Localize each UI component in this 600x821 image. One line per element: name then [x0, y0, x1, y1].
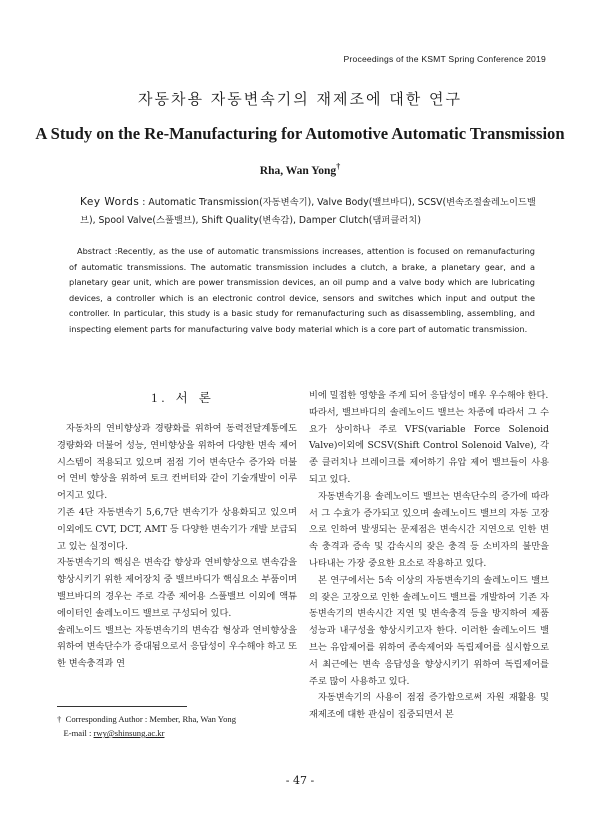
paragraph: 자동변속기용 솔레노이드 밸브는 변속단수의 증가에 따라서 그 수효가 증가되고 있으며 솔레노이드 밸브의 자동 고장으로 인하여 발생되는 문제점은 변속시간 지연으로 인한 변속 충격과 증속 및 감속시의 잦은 충격 등 소비자의 불만을 나타내는 가장 중요한 요소로 작용하고 있다. [309, 490, 549, 569]
korean-title: 자동차용 자동변속기의 재제조에 대한 연구 [138, 90, 462, 108]
keywords-block [80, 193, 536, 230]
email-link[interactable]: rwy@shinsung.ac.kr [93, 728, 165, 738]
footnote-author-line [57, 712, 297, 726]
paragraph: 솔레노이드 밸브는 자동변속기의 변속감 형상과 연비향상을 위하여 변속단수가 증대됨으로서 응답성이 우수해야 하고 또한 변속충격과 연 [57, 624, 297, 670]
body-column-right [309, 388, 549, 724]
keywords-label: Key Words [80, 196, 140, 208]
paragraph: 본 연구에서는 5속 이상의 자동변속기의 솔레노이드 밸브의 잦은 고장으로 인한 솔레노이드 밸브를 개발하여 기존 자동변속기의 변속시간 지연 및 변속충격 등을 방지하여 제품 성능과 내구성을 향상시키고자 한다. 이러한 솔레노이드 밸브는 유압제어를 위하여 종속제어와 독립제어를 실시함으로서 최근에는 변속 응답성을 향상시키기 위하여 독립제어를 주로 많이 사용하고 있다. [309, 574, 549, 687]
footnote-email-line [57, 726, 297, 740]
footnote-mark: † [57, 714, 62, 724]
email-label: E-mail : [63, 728, 94, 738]
footnote [57, 712, 297, 740]
body-column-left [57, 421, 297, 673]
keywords-text: : Automatic Transmission(자동변속기), Valve Body(밸브바디), SCSV(변속조절솔레노이드밸브), Spool Valve(스풀밸브), Shift Quality(변속감), Damper Clutch(댐퍼클러치) [80, 197, 536, 226]
paragraph: 자동변속기의 사용이 점점 증가함으로써 자원 재활용 및 재제조에 대한 관심이 집중되면서 본 [309, 692, 549, 721]
abstract: Abstract :Recently, as the use of automatic transmissions increases, attention is focused on remanufacturing of automatic transmissions. The automatic transmission includes a clutch, a brake, a planetary gear, and a planetary gear unit, which are power transmission devices, an oil pump and a valve body which are lubricating devices, a controller which is an electronic control device, sensors and switches which input and output the controller. In particular, this study is a basic study for remanufacturing such as disassembling, assembling, and inspecting element parts for manufacturing valve body material which is a core part of automatic transmission. [69, 246, 535, 334]
paragraph: 따라서, 밸브바디의 솔레노이드 밸브는 차종에 따라서 그 수요가 상이하나 주로 VFS(variable Force Solenoid Valve)이외에 SCSV(Shift Control Solenoid Valve), 각종 클러치나 브레이크를 제어하기 유압 제어 밸브들이 사용되고 있다. [309, 406, 549, 485]
author-names: Rha, Wan Yong [259, 164, 337, 177]
paragraph: 자동변속기의 핵심은 변속감 향상과 연비향상으로 변속감을 향상시키기 위한 제어장치 중 밸브바디가 핵심요소 부품이며 밸브바디의 경우는 주로 각종 제어용 스풀밸브 이외에 액튜에이터인 솔레노이드 밸브로 구성되어 있다. [57, 557, 297, 619]
author-line [0, 162, 600, 177]
section-heading-introduction: 1. 서 론 [151, 391, 215, 405]
paragraph: 자동차의 연비향상과 경량화를 위하여 동력전달계통에도 경량화와 더불어 성능, 연비향상을 위하여 다양한 변속 제어 시스템이 적용되고 있으며 점점 기어 변속단수 증가와 더불어 연비 향상을 위하여 토크 컨버터와 같이 기술개발이 이루어지고 있다. [57, 423, 297, 502]
footnote-rule [57, 706, 187, 707]
page-number: - 47 - [285, 774, 315, 787]
paragraph: 기존 4단 자동변속기 5,6,7단 변속기가 상용화되고 있으며 이외에도 CVT, DCT, AMT 등 다양한 변속기가 개발 보급되고 있는 실정이다. [57, 506, 297, 552]
paragraph: 비에 밀접한 영향을 주게 되어 응답성이 매우 우수해야 한다. [309, 390, 549, 401]
corresponding-mark: † [336, 162, 341, 171]
proceedings-header: Proceedings of the KSMT Spring Conference 2019 [343, 54, 546, 64]
english-title: A Study on the Re-Manufacturing for Automotive Automatic Transmission [35, 124, 565, 143]
footnote-author: Corresponding Author : Member, Rha, Wan Yong [65, 714, 237, 724]
